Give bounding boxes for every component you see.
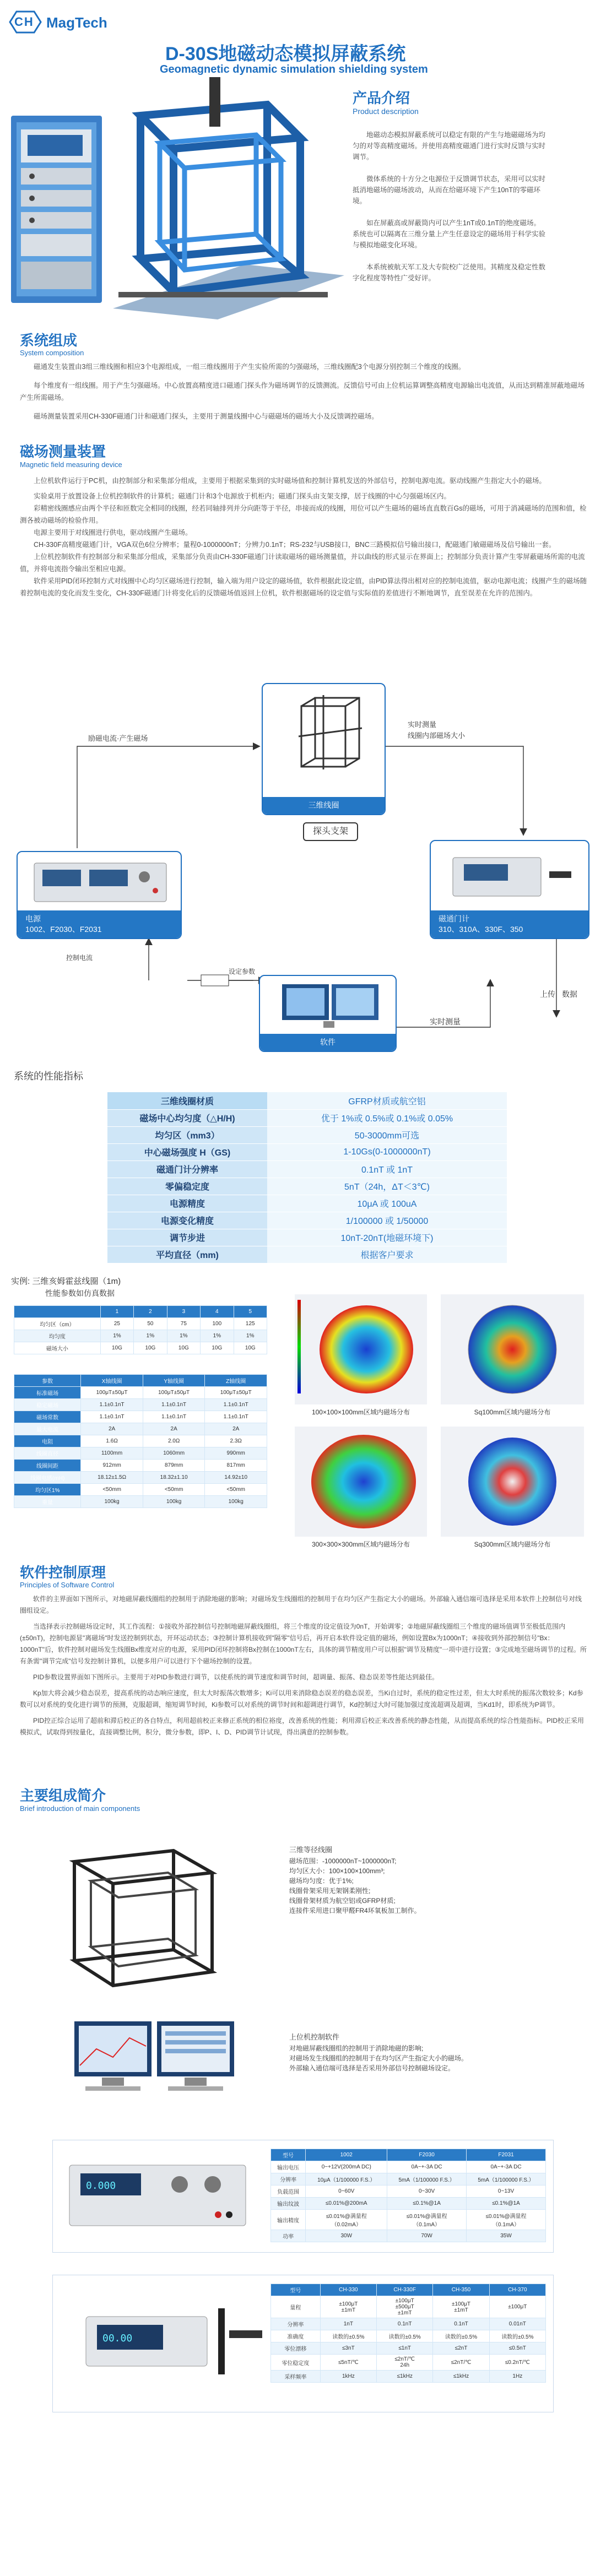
- arrow-label-upload: 上传: [540, 990, 555, 999]
- table-cell: 功率: [271, 2230, 306, 2242]
- measurement-text: [20, 475, 587, 599]
- logo-letters: CH: [14, 15, 34, 29]
- power-node: [17, 851, 182, 939]
- table-cell: 100: [201, 1318, 234, 1330]
- arrow-label-measure-1: 实时测量: [408, 720, 437, 729]
- coil-spec-line: 线圈骨架材质为航空铝或GFRP材质;: [289, 1897, 396, 1905]
- table-row: [14, 1423, 267, 1435]
- spec-key: 电源精度: [107, 1195, 267, 1212]
- table-cell: 0~30V: [387, 2185, 467, 2198]
- sim-caption-4: Sq300mm区域内磁场分布: [474, 1541, 551, 1548]
- spec-key: 磁通门计分辨率: [107, 1160, 267, 1178]
- spec-value: 1-10Gs(0-1000000nT): [267, 1143, 507, 1160]
- arrow-label-control: 控制电流: [66, 954, 93, 962]
- composition-paragraph: 每个维度有一组线圈。用于产生匀强磁场。中心放置高精度进口磁通门探头作为磁场调节的反馈测流。反馈信号可由上位机运算调整高精度电源输出电流值，从而达到精准屏蔽地磁场产生所需磁场。: [20, 382, 585, 402]
- spec-row: [107, 1109, 507, 1126]
- table-cell: ≤2nT/℃ 24h: [377, 2355, 433, 2371]
- table-cell: ≤0.01%@200mA: [306, 2198, 387, 2210]
- coil-spec-line: 均匀区大小：100×100×100mm³;: [289, 1867, 385, 1875]
- intro-paragraph: 如在屏蔽高或屏蔽筒内可以产生1nT或0.1nT的绝度磁场。系统也可以隔离在三维分量上产生任意设定的磁场用于科学实验与模拟地磁变化环境。: [353, 219, 546, 249]
- table-cell: 1.1±0.1nT: [205, 1399, 267, 1411]
- table-cell: 读数的±0.5%: [433, 2330, 489, 2342]
- power-component: [52, 2140, 554, 2253]
- table-cell: 最大电流: [14, 1423, 81, 1435]
- table-cell: ±100μT: [489, 2296, 545, 2318]
- sim-caption-2: Sq100mm区域内磁场分布: [474, 1408, 551, 1416]
- spec-key: 平均直径（mm): [107, 1246, 267, 1263]
- coil-structure-image: [107, 77, 344, 319]
- coil-spec-line: 磁场均匀度：优于1%;: [289, 1877, 354, 1885]
- measurement-subtitle: Magnetic field measuring device: [20, 460, 122, 469]
- table-cell: ±100μT ±1mT: [433, 2296, 489, 2318]
- table-cell: 18.12±1.5Ω: [81, 1472, 143, 1484]
- arrow-label-realtime: 实时测量: [430, 1017, 461, 1026]
- arrow-label-data: 数据: [562, 990, 577, 999]
- table-header-cell: 型号: [271, 2284, 321, 2296]
- table-cell: 1%: [134, 1330, 167, 1342]
- table-cell: 10G: [201, 1342, 234, 1354]
- table-cell: 30W: [306, 2230, 387, 2242]
- measurement-paragraph: 电源主要用于对线圈进行供电，驱动线圈产生磁场。: [34, 529, 192, 536]
- example-subtitle: 性能参数如仿真数据: [45, 1289, 115, 1298]
- table-cell: 1.6Ω: [81, 1435, 143, 1447]
- table-cell: 输出纹波: [271, 2198, 306, 2210]
- components-subtitle: Brief introduction of main components: [20, 1804, 140, 1813]
- spec-row: [107, 1178, 507, 1195]
- spec-row: [107, 1212, 507, 1229]
- svg-text:00.00: 00.00: [102, 2333, 133, 2344]
- table-cell: 1.1±0.1nT: [205, 1411, 267, 1423]
- power-spec-table: [270, 2149, 546, 2242]
- table-cell: 线圈直径: [14, 1447, 81, 1460]
- meter-node: [430, 840, 589, 939]
- table-header-cell: 型号: [271, 2149, 306, 2161]
- measurement-paragraph: 上位机控制软件有控制部分和采集部分组成，采集部分负责由CH-330F磁通门计读取磁场的磁场测量值，并以曲线的形式显示在界面上；控制部分负责计算产生零屏蔽磁场所需的电流值，并将电流指令输出至相应电源。: [20, 553, 585, 573]
- sim-caption-1: 100×100×100mm区域内磁场分布: [311, 1408, 410, 1416]
- table-cell: 25: [100, 1318, 133, 1330]
- meter-label: 磁通门计: [439, 914, 469, 923]
- spec-row: [107, 1143, 507, 1160]
- spec-key: 中心磁场强度 H（GS): [107, 1143, 267, 1160]
- software-label: 软件: [260, 1034, 396, 1051]
- table-cell: 采样频率: [271, 2371, 321, 2383]
- table-header-cell: 4: [201, 1306, 234, 1318]
- software-heading: 上位机控制软件: [289, 2033, 340, 2041]
- table-header-cell: F2031: [467, 2149, 546, 2161]
- table-cell: 0.01nT: [489, 2318, 545, 2330]
- table-cell: 100kg: [143, 1496, 205, 1508]
- table-cell: 线圈电感(mH): [14, 1472, 81, 1484]
- table-cell: 10G: [100, 1342, 133, 1354]
- table-cell: 分辨率: [271, 2318, 321, 2330]
- table-cell: 1.1±0.1nT: [143, 1411, 205, 1423]
- table-cell: ≤1kHz: [433, 2371, 489, 2383]
- coil-frame-image: [52, 1829, 234, 1994]
- coil-label: 三维线圈: [263, 797, 385, 814]
- table-cell: 35W: [467, 2230, 546, 2242]
- page-title: D-30S地磁动态模拟屏蔽系统: [165, 44, 406, 64]
- spec-row: [107, 1246, 507, 1263]
- page-subtitle: Geomagnetic dynamic simulation shielding system: [160, 63, 428, 75]
- table-cell: 1100mm: [81, 1447, 143, 1460]
- coil-spec-line: 线圈骨架采用无架钢柔刚性;: [289, 1887, 371, 1895]
- table-row: [271, 2161, 546, 2173]
- table-cell: ≤0.01%@满量程 （0.1mA）: [387, 2210, 467, 2230]
- table-cell: 2.0Ω: [143, 1435, 205, 1447]
- spec-value: 根据客户要求: [267, 1246, 507, 1263]
- table-header-cell: 3: [167, 1306, 200, 1318]
- intro-title: 产品介绍: [353, 90, 410, 106]
- table-cell: ≤0.01%@满量程 （0.1mA）: [467, 2210, 546, 2230]
- table-cell: 输出电压: [271, 2161, 306, 2173]
- software-subtitle: Principles of Software Control: [20, 1581, 115, 1589]
- table-cell: ≤0.5nT: [489, 2342, 545, 2355]
- table-cell: 输出精度: [271, 2210, 306, 2230]
- measurement-paragraph: 实验桌用于放置设备上位机控制软件的计算机；磁通门计和3个电源放于机柜内；磁通门探头由支架支撑，居于线圈的中心匀强磁场区内。: [34, 492, 451, 500]
- table-header-cell: Z轴线圈: [205, 1375, 267, 1387]
- table-cell: 10G: [167, 1342, 200, 1354]
- table-header-cell: 5: [234, 1306, 267, 1318]
- software-paragraph: PID参数设置界面如下图所示。主要用于对PID参数进行调节，以使系统的调节速度和调节时间，超调量、振荡、稳态误差等性能达到最佳。: [33, 1673, 439, 1681]
- table-header-cell: 1: [100, 1306, 133, 1318]
- sim-image-1: [295, 1294, 427, 1404]
- power-label: 电源: [25, 914, 41, 923]
- table-cell: 14.92±10: [205, 1472, 267, 1484]
- measurement-paragraph: 上位机软件运行于PC机，由控制部分和采集部分组成，主要用于根据采集到的实时磁场值和控制计算机发送的外部信号，控制电源电流。驱动线圈产生指定大小的磁场。: [34, 477, 546, 485]
- computer-monitor-icon: [260, 976, 397, 1037]
- fluxgate-meter-icon: [431, 841, 589, 902]
- table-cell: 1060mm: [143, 1447, 205, 1460]
- arrow-label-setpoint: 设定参数: [229, 968, 256, 975]
- software-screens-image: [63, 2016, 245, 2115]
- table-cell: 18.32±1.10: [143, 1472, 205, 1484]
- spec-row: [107, 1195, 507, 1212]
- example-table-2: [14, 1374, 267, 1508]
- table-cell: 0~13V: [467, 2185, 546, 2198]
- table-header-cell: F2030: [387, 2149, 467, 2161]
- fluxgate-unit-image: [53, 2275, 273, 2407]
- table-cell: <50mm: [205, 1484, 267, 1496]
- control-cabinet-image: [6, 110, 105, 308]
- example-table-1: [14, 1305, 267, 1354]
- composition-title: 系统组成: [20, 332, 78, 349]
- intro-subtitle: Product description: [353, 107, 419, 116]
- meter-spec-table: [270, 2284, 546, 2383]
- spec-row: [107, 1160, 507, 1178]
- table-cell: 5mA（1/100000 F.S.）: [467, 2173, 546, 2185]
- table-cell: 912mm: [81, 1460, 143, 1472]
- table-cell: <50mm: [81, 1484, 143, 1496]
- measurement-paragraph: 彩精密线圈感应由两个半径和匝数完全相同的线圈，经若同轴排列并分向距等于半径，串接而成的线圈，用位可以产生磁场的磁场直直数百Gs的磁场，可用于消减磁场的范围和值，检测各被动磁场的检验作用。: [20, 505, 587, 524]
- brand-logo: [9, 10, 119, 34]
- intro-paragraph: 地磁动态模拟屏蔽系统可以稳定有限的产生与地磁磁场为均匀的对等高精度磁场。并使用高精度磁通门进行实时反馈与实时调节。: [353, 131, 546, 161]
- table-row: [14, 1399, 267, 1411]
- spec-key: 零偏稳定度: [107, 1178, 267, 1195]
- spec-row: [107, 1126, 507, 1143]
- table-cell: 100kg: [205, 1496, 267, 1508]
- software-spec-line: 对地磁屏蔽线圈组的控制用于消除地磁的影响;: [289, 2044, 424, 2052]
- software-text: [20, 1593, 587, 1738]
- table-row: [14, 1342, 267, 1354]
- software-paragraph: 软件的主界面如下图所示，对地磁屏蔽线圈组的控制用于消除地磁的影响；对磁场发生线圈组的控制用于在均匀区产生指定大小的磁场。外部输入通信端可选择是采用本软件上控制信号对线圈组设定。: [20, 1595, 582, 1614]
- table-cell: 100μT±50μT: [205, 1387, 267, 1399]
- software-title: 软件控制原理: [20, 1564, 106, 1581]
- spec-row: [107, 1229, 507, 1246]
- table-cell: ≤2nT: [433, 2342, 489, 2355]
- sim-image-2: [441, 1294, 584, 1404]
- table-row: [271, 2371, 546, 2383]
- table-cell: 量程: [271, 2296, 321, 2318]
- coil-node: [262, 683, 386, 815]
- table-cell: 5mA（1/100000 F.S.）: [387, 2173, 467, 2185]
- table-cell: 稳定磁场: [14, 1399, 81, 1411]
- software-spec-line: 对磁场发生线圈组的控制用于在均匀区产生指定大小的磁场。: [289, 2054, 468, 2062]
- table-cell: 100kg: [81, 1496, 143, 1508]
- table-header-cell: CH-370: [489, 2284, 545, 2296]
- spec-value: 0.1nT 或 1nT: [267, 1160, 507, 1178]
- spec-key: 三维线圈材质: [107, 1092, 267, 1109]
- table-cell: 读数的±0.5%: [320, 2330, 376, 2342]
- intro-paragraph: 微体系统的十方分之电源位于反馈调节状态，采用可以实时抵消地磁场的磁场波动，从而在给磁环境下产生10nT的零磁环境。: [353, 175, 546, 205]
- table-cell: ≤0.1%@1A: [467, 2198, 546, 2210]
- table-cell: 标准磁场: [14, 1387, 81, 1399]
- table-header-cell: Y轴线圈: [143, 1375, 205, 1387]
- table-cell: 准确度: [271, 2330, 321, 2342]
- table-row: [14, 1330, 267, 1342]
- table-cell: 70W: [387, 2230, 467, 2242]
- table-cell: ±100μT ±500μT ±1mT: [377, 2296, 433, 2318]
- table-row: [14, 1411, 267, 1423]
- table-row: [14, 1472, 267, 1484]
- software-spec-line: 外部输入通信端可选择是否采用外部信号控制磁场设定。: [289, 2064, 455, 2072]
- table-cell: ≤0.01%@满量程 （0.02mA）: [306, 2210, 387, 2230]
- spec-value: GFRP材质或航空铝: [267, 1092, 507, 1109]
- table-row: [271, 2210, 546, 2230]
- spec-value: 1/100000 或 1/50000: [267, 1212, 507, 1229]
- composition-text: [20, 361, 587, 422]
- table-cell: 重量: [14, 1496, 81, 1508]
- intro-paragraph: 本系统被航天军工及大专院校广泛使用。其精度及稳定性数字化程度等特性广受好评。: [353, 263, 546, 282]
- spec-value: 10μA 或 100uA: [267, 1195, 507, 1212]
- table-header-cell: [14, 1306, 101, 1318]
- table-row: [14, 1496, 267, 1508]
- table-cell: 1nT: [320, 2318, 376, 2330]
- table-cell: ≤1nT: [377, 2342, 433, 2355]
- table-cell: ≤3nT: [320, 2342, 376, 2355]
- spec-value: 10nT-20nT(地磁环境下): [267, 1229, 507, 1246]
- table-row: [14, 1435, 267, 1447]
- software-component-text: [289, 2032, 543, 2073]
- table-row: [14, 1447, 267, 1460]
- table-cell: 线圈间距: [14, 1460, 81, 1472]
- svg-text:0.000: 0.000: [86, 2180, 116, 2192]
- measurement-paragraph: CH-330F高精度磁通门计，VGA双色6位分辨率；量程0-1000000nT；分辨力0.1nT；RS-232与USB接口，BNC三路模拟信号输出接口，配磁通门敏磁磁场及信号输出一套。: [34, 541, 556, 549]
- coil-spec-line: 磁场范围：-1000000nT~1000000nT;: [289, 1857, 397, 1865]
- table-cell: 75: [167, 1318, 200, 1330]
- table-row: [271, 2355, 546, 2371]
- table-cell: 0~+12V(200mA DC): [306, 2161, 387, 2173]
- table-row: [271, 2318, 546, 2330]
- measurement-paragraph: 软件采用PID闭环控制方式对线圈中心均匀区磁场进行控制，输入端为用户设定的磁场值，软件根据此设定值，由PID算法得出相对应的控制电流值，驱动电源电流；线圈产生的磁场随着控制电流的变化而发生变化，CH-330F磁通门计将变化后的反馈磁场值返回上位机，软件根据磁场的设定值与实际值的差值进行不断地调节，直至误差在允许的范围内。: [20, 577, 587, 597]
- software-paragraph: PID控正综合运用了超前和滞后校正的各自特点，利用超前校正来修正系统的相位裕度，改善系统的性能；利用滞后校正来改善系统的静态性能，从而提高系统的综合性能指标。PID校正采用模拟式，试取得到按量化，直接调整比例，积分，微分参数，即P、I、D、PID调节计试现，得出满意的控制参数。: [20, 1717, 585, 1736]
- table-cell: 125: [234, 1318, 267, 1330]
- power-unit-image: [53, 2140, 273, 2250]
- sim-image-4: [441, 1427, 584, 1537]
- table-header-cell: 1002: [306, 2149, 387, 2161]
- software-node: [259, 975, 397, 1052]
- power-models: 1002、F2030、F2031: [25, 925, 102, 934]
- spec-row: [107, 1092, 507, 1109]
- spec-key: 调节步进: [107, 1229, 267, 1246]
- table-row: [271, 2173, 546, 2185]
- table-cell: 100μT±50μT: [143, 1387, 205, 1399]
- table-cell: 分辨率: [271, 2173, 306, 2185]
- composition-paragraph: 磁场测量装置采用CH-330F磁通门计和磁通门探头，主要用于测量线圈中心与磁磁场的磁场大小及反馈调控磁场。: [34, 413, 378, 420]
- table-header-cell: CH-330F: [377, 2284, 433, 2296]
- table-cell: 10G: [134, 1342, 167, 1354]
- software-component: [52, 2016, 554, 2118]
- table-cell: 1%: [167, 1330, 200, 1342]
- table-cell: 10G: [234, 1342, 267, 1354]
- coil-heading: 三维等径线圈: [289, 1846, 333, 1854]
- table-header-cell: 参数: [14, 1375, 81, 1387]
- meter-caption: [431, 910, 588, 938]
- table-cell: 1.1±0.1nT: [143, 1399, 205, 1411]
- table-cell: 0~60V: [306, 2185, 387, 2198]
- table-cell: 1Hz: [489, 2371, 545, 2383]
- table-header-cell: 2: [134, 1306, 167, 1318]
- table-cell: 均匀度: [14, 1330, 101, 1342]
- table-row: [271, 2330, 546, 2342]
- example-title: 实例: 三维亥姆霍兹线圈（1m): [11, 1277, 121, 1286]
- table-cell: 879mm: [143, 1460, 205, 1472]
- table-row: [271, 2230, 546, 2242]
- table-cell: 磁场常数: [14, 1411, 81, 1423]
- table-cell: 2A: [81, 1423, 143, 1435]
- table-cell: 817mm: [205, 1460, 267, 1472]
- spec-value: 优于 1%或 0.5%或 0.1%或 0.05%: [267, 1109, 507, 1126]
- table-cell: 均匀区（cm）: [14, 1318, 101, 1330]
- table-header-cell: CH-350: [433, 2284, 489, 2296]
- table-cell: 均匀区1%: [14, 1484, 81, 1496]
- composition-paragraph: 磁通发生装置由3组三维线圈和相应3个电源组成，一组三维线圈用于产生实验所需的匀强磁场，三维线圈配3个电源分别控制三个维度的线圈。: [34, 363, 466, 371]
- table-cell: ≤0.1%@1A: [387, 2198, 467, 2210]
- stand-label: 探头支架: [303, 822, 358, 841]
- table-cell: 负载范围: [271, 2185, 306, 2198]
- table-row: [14, 1318, 267, 1330]
- table-row: [14, 1460, 267, 1472]
- table-header-cell: X轴线圈: [81, 1375, 143, 1387]
- arrow-label-measure-2: 线圈内部磁场大小: [408, 731, 466, 740]
- table-cell: 电阻: [14, 1435, 81, 1447]
- table-cell: <50mm: [143, 1484, 205, 1496]
- table-cell: 1kHz: [320, 2371, 376, 2383]
- arrow-label-excite: 励磁电流·产生磁场: [88, 734, 148, 742]
- intro-text: [353, 129, 545, 284]
- sim-caption-3: 300×300×300mm区域内磁场分布: [311, 1541, 410, 1548]
- table-cell: 1.1±0.1nT: [81, 1399, 143, 1411]
- table-cell: 50: [134, 1318, 167, 1330]
- specs-title: 系统的性能指标: [14, 1071, 83, 1082]
- table-row: [14, 1387, 267, 1399]
- table-cell: 零位稳定度: [271, 2355, 321, 2371]
- table-cell: 1%: [201, 1330, 234, 1342]
- table-cell: 1%: [100, 1330, 133, 1342]
- coil-component-text: [289, 1845, 543, 1916]
- table-cell: 0.1nT: [377, 2318, 433, 2330]
- spec-value: 50-3000mm可选: [267, 1126, 507, 1143]
- sim-image-3: [295, 1427, 427, 1537]
- table-cell: 1%: [234, 1330, 267, 1342]
- table-cell: ≤2nT/℃: [433, 2355, 489, 2371]
- table-cell: 0.1nT: [433, 2318, 489, 2330]
- table-cell: ≤5nT/℃: [320, 2355, 376, 2371]
- table-cell: 2A: [205, 1423, 267, 1435]
- table-header-cell: CH-330: [320, 2284, 376, 2296]
- table-row: [271, 2296, 546, 2318]
- power-caption: [18, 910, 181, 938]
- meter-component: [52, 2275, 554, 2412]
- spec-table: [107, 1092, 507, 1263]
- table-row: [271, 2185, 546, 2198]
- spec-key: 均匀区（mm3）: [107, 1126, 267, 1143]
- coil-spec-line: 连接件采用进口聚甲醛FR4环氧板加工制作。: [289, 1907, 421, 1915]
- meter-models: 310、310A、330F、350: [439, 925, 523, 934]
- table-cell: 2A: [143, 1423, 205, 1435]
- coil-component: [52, 1829, 554, 1997]
- table-row: [14, 1484, 267, 1496]
- table-cell: 2.3Ω: [205, 1435, 267, 1447]
- coil-cube-icon: [263, 684, 386, 794]
- table-cell: ≤1kHz: [377, 2371, 433, 2383]
- measurement-title: 磁场测量装置: [20, 443, 106, 460]
- table-cell: 0A~+-3A DC: [467, 2161, 546, 2173]
- software-paragraph: 当选择表示控制磁场设定时，其工作流程：①接收外部控制信号控制地磁屏蔽线圈组，将三个维度的设定值设为0nT，开始调零；②地磁屏蔽线圈组三个维度的磁场值调节至极低范围内(±50nT)，控制电源显"离磁场"时发送控制到状态，开环运动状态；③控制计算机接收到"隔零"信号后，再开启本软件设定值的磁场，例如设置Bx为1000nT；④接收到外部控制信号"Bx：1000nT"后，软件控制对磁场发生线圈Bx维度对应的电源，采用PID闭环控制将Bx控制在1000nT左右，具体的调节精度用户可以根据"调节及精度"一项中进行设置；③完成地至磁场调节的过程。所有条需"调节完成"信号发控制计算机，以便多用户可以进行下个磁场控制的设置。: [20, 1623, 587, 1665]
- table-cell: 100μT±50μT: [81, 1387, 143, 1399]
- power-supply-icon: [18, 852, 182, 907]
- table-cell: 读数的±0.5%: [377, 2330, 433, 2342]
- table-cell: 0A~+-3A DC: [387, 2161, 467, 2173]
- table-cell: 1.1±0.1nT: [81, 1411, 143, 1423]
- table-cell: 零位漂移: [271, 2342, 321, 2355]
- table-cell: ±100μT ±1mT: [320, 2296, 376, 2318]
- system-diagram: [11, 675, 595, 1055]
- table-row: [271, 2342, 546, 2355]
- table-row: [271, 2198, 546, 2210]
- composition-subtitle: System composition: [20, 349, 84, 357]
- table-cell: 10μA（1/100000 F.S.）: [306, 2173, 387, 2185]
- table-cell: 磁场大小: [14, 1342, 101, 1354]
- table-cell: 读数的±0.5%: [489, 2330, 545, 2342]
- brand-name: MagTech: [46, 14, 107, 31]
- table-cell: ≤0.2nT/℃: [489, 2355, 545, 2371]
- software-paragraph: Kp加大将会减少稳态误差，提高系统的动态响应速度，但太大时振荡次数增多；Ki可以用来消除稳态误差的稳态误差，当Ki自过时，系统的稳定性过差，但太大时系统的振荡次数较多；Kd参数可以对系统的变化进行调节的预测，克服超调，缩短调节时间，Ki参数可以对系统的调节时间和超调进行调节，Kd控制过大时可能加强过度流超调及超调，当Kd1时，即系统为P调节。: [20, 1689, 583, 1709]
- spec-value: 5nT（24h，ΔT＜3℃): [267, 1178, 507, 1195]
- components-title: 主要组成简介: [20, 1787, 106, 1804]
- spec-key: 磁场中心均匀度（△H/H): [107, 1109, 267, 1126]
- spec-key: 电源变化精度: [107, 1212, 267, 1229]
- table-cell: 990mm: [205, 1447, 267, 1460]
